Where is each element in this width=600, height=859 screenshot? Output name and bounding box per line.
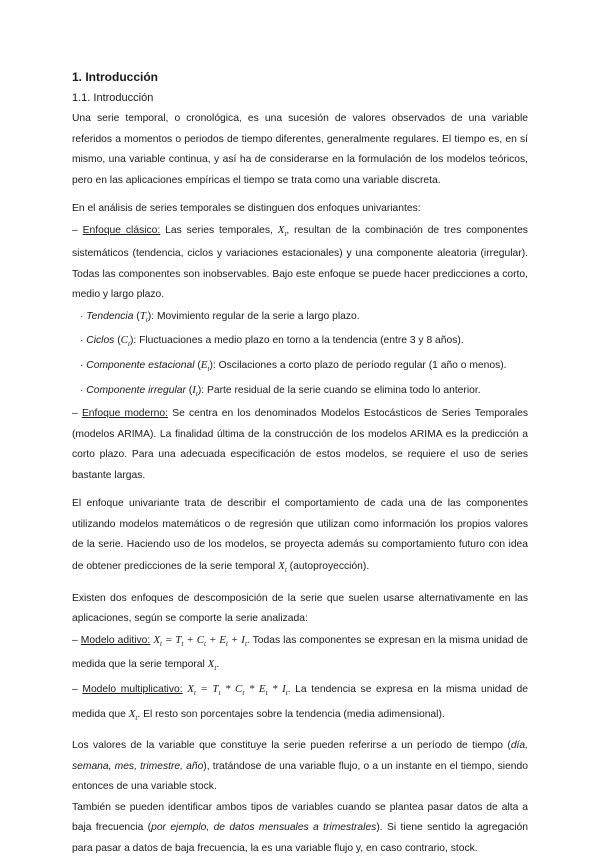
document-page: [72, 68, 528, 859]
frequency-paragraph: También se pueden identificar ambos tipos de variables cuando se plantea pasar datos de alta a baja frecuencia (por ejemplo, de datos mensuales a trimestrales). Si tiene sentido la agregación para pasar a datos de baja frecuencia, la es una variable flujo y, en caso contrario, stock.: [72, 801, 528, 854]
modern-approach-paragraph: [72, 404, 528, 486]
classic-text-a: Las series temporales,: [165, 224, 273, 236]
variable-x: $X_t$: [277, 223, 287, 238]
multiplicative-model-paragraph: – Modelo multiplicativo: $X_t = T_t * C_t * E_t * I_t$. La tendencia se expresa en la misma unidad de medida que $X_t$. El resto son porcentajes sobre la tendencia (media adimensional).: [72, 683, 528, 722]
dash: –: [72, 224, 78, 236]
section-heading: 1. Introducción: [72, 70, 159, 84]
modern-text: Se centra en los denominados Modelos Estocásticos de Series Temporales (modelos ARIMA). La finalidad última de la construcción de los modelos ARIMA es la predicción a corto plazo. Para una adecuada especificación de estos modelos, se requiere el uso de series bastante largas.: [72, 408, 528, 481]
bullet-estacional: · Componente estacional $(E_t)$: Oscilaciones a corto plazo de período regular (1 año o menos).: [80, 359, 507, 374]
bullet-irregular: · Componente irregular $(I_t)$: Parte residual de la serie cuando se elimina todo lo anterior.: [80, 383, 481, 398]
classic-approach-label: Enfoque clásico:: [82, 224, 161, 236]
subsection-heading: 1.1. Introducción: [72, 92, 154, 104]
decomposition-intro: Existen dos enfoques de descomposición de la serie que suelen usarse alternativamente en las aplicaciones, según se comporte la serie analizada:: [72, 592, 528, 625]
dash: –: [72, 408, 78, 420]
bullet-ciclos: · Ciclos $(C_t)$: Fluctuaciones a medio plazo en torno a la tendencia (entre 3 y 8 años).: [80, 334, 464, 349]
intro-paragraph: Una serie temporal, o cronológica, es una sucesión de valores observados de una variable referidos a momentos o periodos de tiempo diferentes, generalmente regulares. El tiempo es, en sí mismo, una variable continua, y así ha de considerarse en la formulación de los modelos teóricos, pero en las aplicaciones empíricas el tiempo se trata como una variable discreta.: [72, 113, 528, 186]
additive-formula: $X_t = T_t + C_t + E_t + I_t$: [153, 633, 247, 648]
bullet-tendencia: · Tendencia $(T_t)$: Movimiento regular de la serie a largo plazo.: [80, 309, 360, 324]
univariate-paragraph: El enfoque univariante trata de describir el comportamiento de cada una de las componentes utilizando modelos matemáticos o de regresión que utilizan como información los propios valores de la serie. Haciendo uso de los modelos, se proyecta además su comportamiento futuro con idea de obtener predicciones de la serie temporal $X_t$ (autoproyección).: [72, 498, 528, 575]
approaches-intro: En el análisis de series temporales se distinguen dos enfoques univariantes:: [72, 203, 421, 214]
additive-model-paragraph: – Modelo aditivo: $X_t = T_t + C_t + E_t + I_t$. Todas las componentes se expresan en la misma unidad de medida que la serie temporal $X_t$.: [72, 633, 528, 673]
classic-approach-paragraph: [72, 220, 528, 306]
classic-text-b: , resultan de la combinación de tres componentes sistemáticos (tendencia, ciclos y variaciones estacionales) y una componente aleatoria (irregular). Todas las componentes son inobservables. Bajo este enfoque se puede hacer predicciones a corto, medio y largo plazo.: [72, 224, 528, 301]
modern-approach-label: Enfoque moderno:: [81, 408, 168, 420]
multiplicative-model-label: Modelo multiplicativo:: [82, 684, 183, 695]
multiplicative-formula: $X_t = T_t * C_t * E_t * I_t$: [187, 683, 288, 698]
variable-types-paragraph: Los valores de la variable que constituye la serie pueden referirse a un período de tiempo (día, semana, mes, trimestre, año), tratándose de una variable flujo, o a un instante en el tiempo, siendo entonces de una variable stock.: [72, 740, 528, 793]
additive-model-label: Modelo aditivo:: [80, 634, 151, 646]
